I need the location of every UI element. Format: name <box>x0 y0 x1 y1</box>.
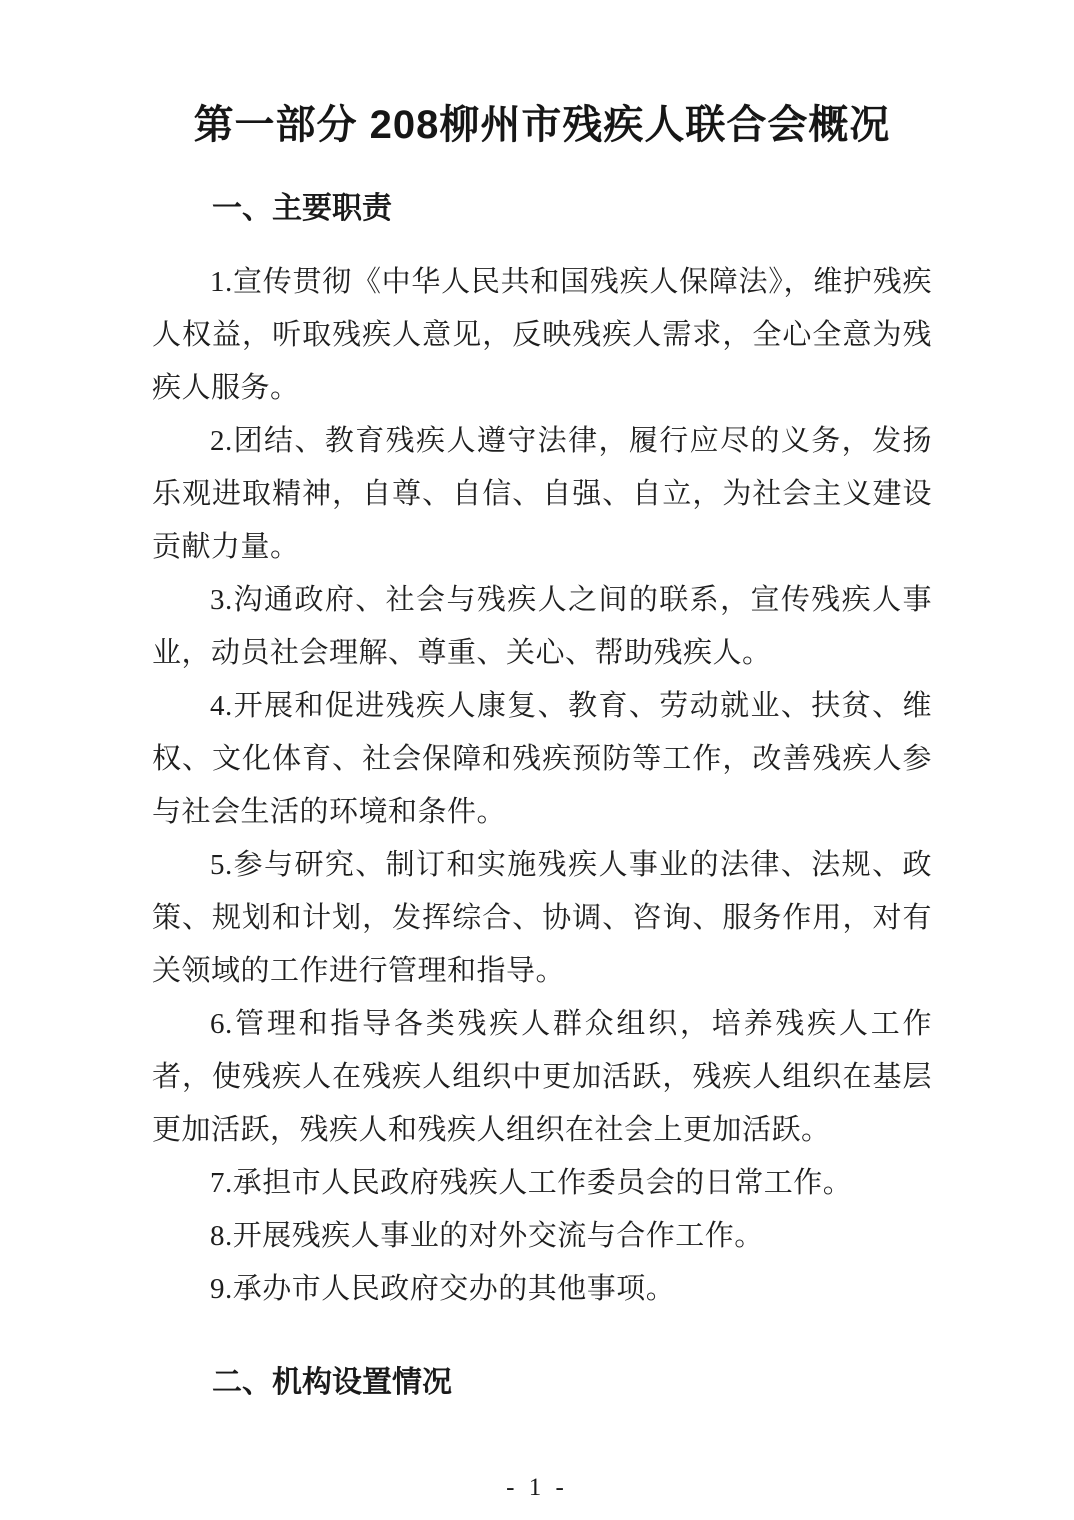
duty-paragraph-1: 1.宣传贯彻《中华人民共和国残疾人保障法》，维护残疾人权益，听取残疾人意见，反映残疾人需求，全心全意为残疾人服务。 <box>152 266 932 404</box>
duty-paragraph-2: 2.团结、教育残疾人遵守法律，履行应尽的义务，发扬乐观进取精神，自尊、自信、自强、自立，为社会主义建设贡献力量。 <box>152 425 932 563</box>
section-main-duties-body <box>152 256 932 1316</box>
section-heading-organization-setup: 二、机构设置情况 <box>212 1366 452 1399</box>
duty-paragraph-7: 7.承担市人民政府残疾人工作委员会的日常工作。 <box>210 1167 853 1199</box>
duty-paragraph-9: 9.承办市人民政府交办的其他事项。 <box>210 1273 676 1305</box>
section-heading-main-duties: 一、主要职责 <box>212 192 392 225</box>
duty-paragraph-3: 3.沟通政府、社会与残疾人之间的联系，宣传残疾人事业，动员社会理解、尊重、关心、帮助残疾人。 <box>152 584 932 669</box>
page-number: - 1 - <box>506 1474 568 1501</box>
duty-paragraph-5: 5.参与研究、制订和实施残疾人事业的法律、法规、政策、规划和计划，发挥综合、协调、咨询、服务作用，对有关领域的工作进行管理和指导。 <box>152 849 932 987</box>
duty-paragraph-8: 8.开展残疾人事业的对外交流与合作工作。 <box>210 1220 764 1252</box>
duty-paragraph-6: 6.管理和指导各类残疾人群众组织，培养残疾人工作者，使残疾人在残疾人组织中更加活跃，残疾人组织在基层更加活跃，残疾人和残疾人组织在社会上更加活跃。 <box>152 1008 932 1146</box>
duty-paragraph-4: 4.开展和促进残疾人康复、教育、劳动就业、扶贫、维权、文化体育、社会保障和残疾预防等工作，改善残疾人参与社会生活的环境和条件。 <box>152 690 932 828</box>
document-title: 第一部分 208柳州市残疾人联合会概况 <box>193 103 891 147</box>
